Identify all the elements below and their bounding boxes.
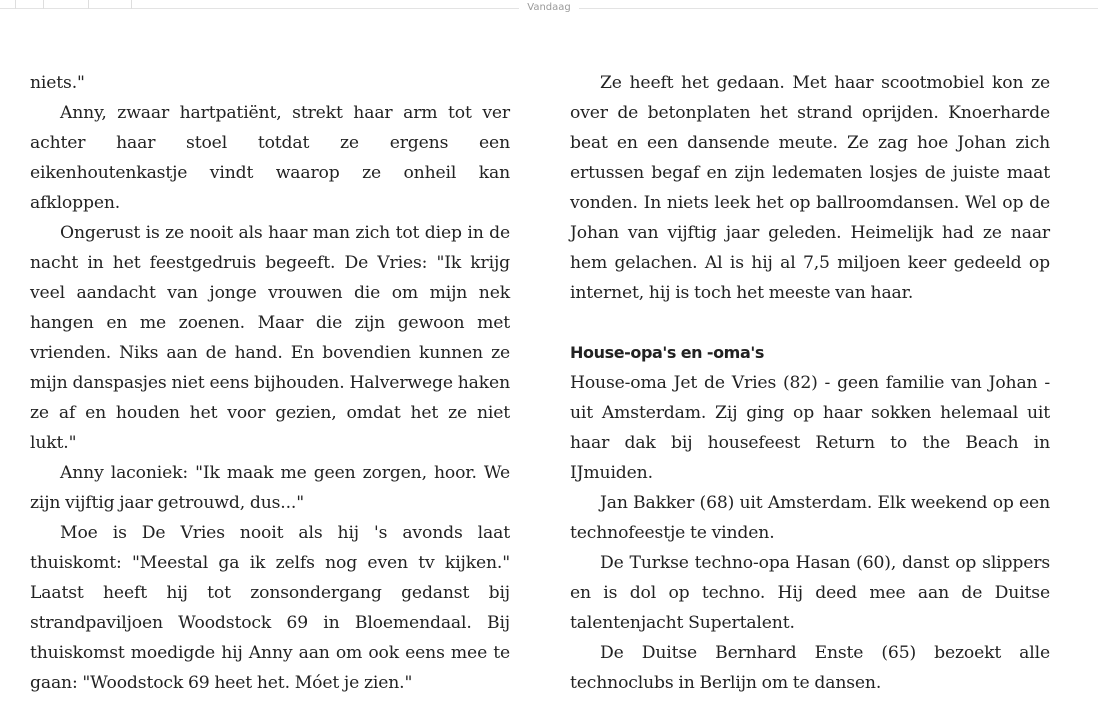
article-paragraph: House-oma Jet de Vries (82) - geen familie van Johan - uit Amsterdam. Zij ging op haar sokken helemaal uit haar dak bij housefeest Return to the Beach in IJmuiden.: [570, 373, 1050, 483]
section-heading: House-opa's en -oma's: [570, 343, 764, 362]
date-separator: [0, 0, 1098, 16]
article-paragraph: Anny, zwaar hartpatiënt, strekt haar arm tot ver achter haar stoel totdat ze ergens een eikenhoutenkastje vindt waarop ze onheil kan afkloppen.: [30, 103, 510, 213]
date-label: Vandaag: [519, 2, 578, 13]
article-column-right: [570, 68, 1050, 698]
article-paragraph: Anny laconiek: "Ik maak me geen zorgen, hoor. We zijn vijftig jaar getrouwd, dus...": [30, 463, 510, 513]
article-paragraph: De Duitse Bernhard Enste (65) bezoekt alle technoclubs in Berlijn om te dansen.: [570, 643, 1050, 693]
article-paragraph: Ze heeft het gedaan. Met haar scootmobiel kon ze over de betonplaten het strand oprijden. Knoerharde beat en een dansende meute. Ze zag hoe Johan zich ertussen begaf en zijn ledematen losjes de juiste maat vonden. In niets leek het op ballroomdansen. Wel op de Johan van vijftig jaar geleden. Heimelijk had ze naar hem gelachen. Al is hij al 7,5 miljoen keer gedeeld op internet, hij is toch het meeste van haar.: [570, 73, 1050, 303]
article-paragraph: Ongerust is ze nooit als haar man zich tot diep in de nacht in het feestgedruis begeeft. De Vries: "Ik krijg veel aandacht van jonge vrouwen die om mijn nek hangen en me zoenen. Maar die zijn gewoon met vrienden. Niks aan de hand. En bovendien kunnen ze mijn danspasjes niet eens bijhouden. Halverwege haken ze af en houden het voor gezien, omdat het ze niet lukt.": [30, 223, 510, 453]
article-paragraph: De Turkse techno-opa Hasan (60), danst op slippers en is dol op techno. Hij deed mee aan de Duitse talentenjacht Supertalent.: [570, 553, 1050, 633]
article-paragraph: Moe is De Vries nooit als hij 's avonds laat thuiskomt: "Meestal ga ik zelfs nog even tv kijken." Laatst heeft hij tot zonsondergang gedanst bij strandpaviljoen Woodstock 69 in Bloemendaal. Bij thuiskomst moedigde hij Anny aan om ook eens mee te gaan: "Woodstock 69 heet het. Móet je zien.": [30, 523, 510, 693]
article-column-left: [30, 68, 510, 698]
article-paragraph: Jan Bakker (68) uit Amsterdam. Elk weekend op een technofeestje te vinden.: [570, 493, 1050, 543]
article-paragraph: niets.": [30, 73, 85, 93]
